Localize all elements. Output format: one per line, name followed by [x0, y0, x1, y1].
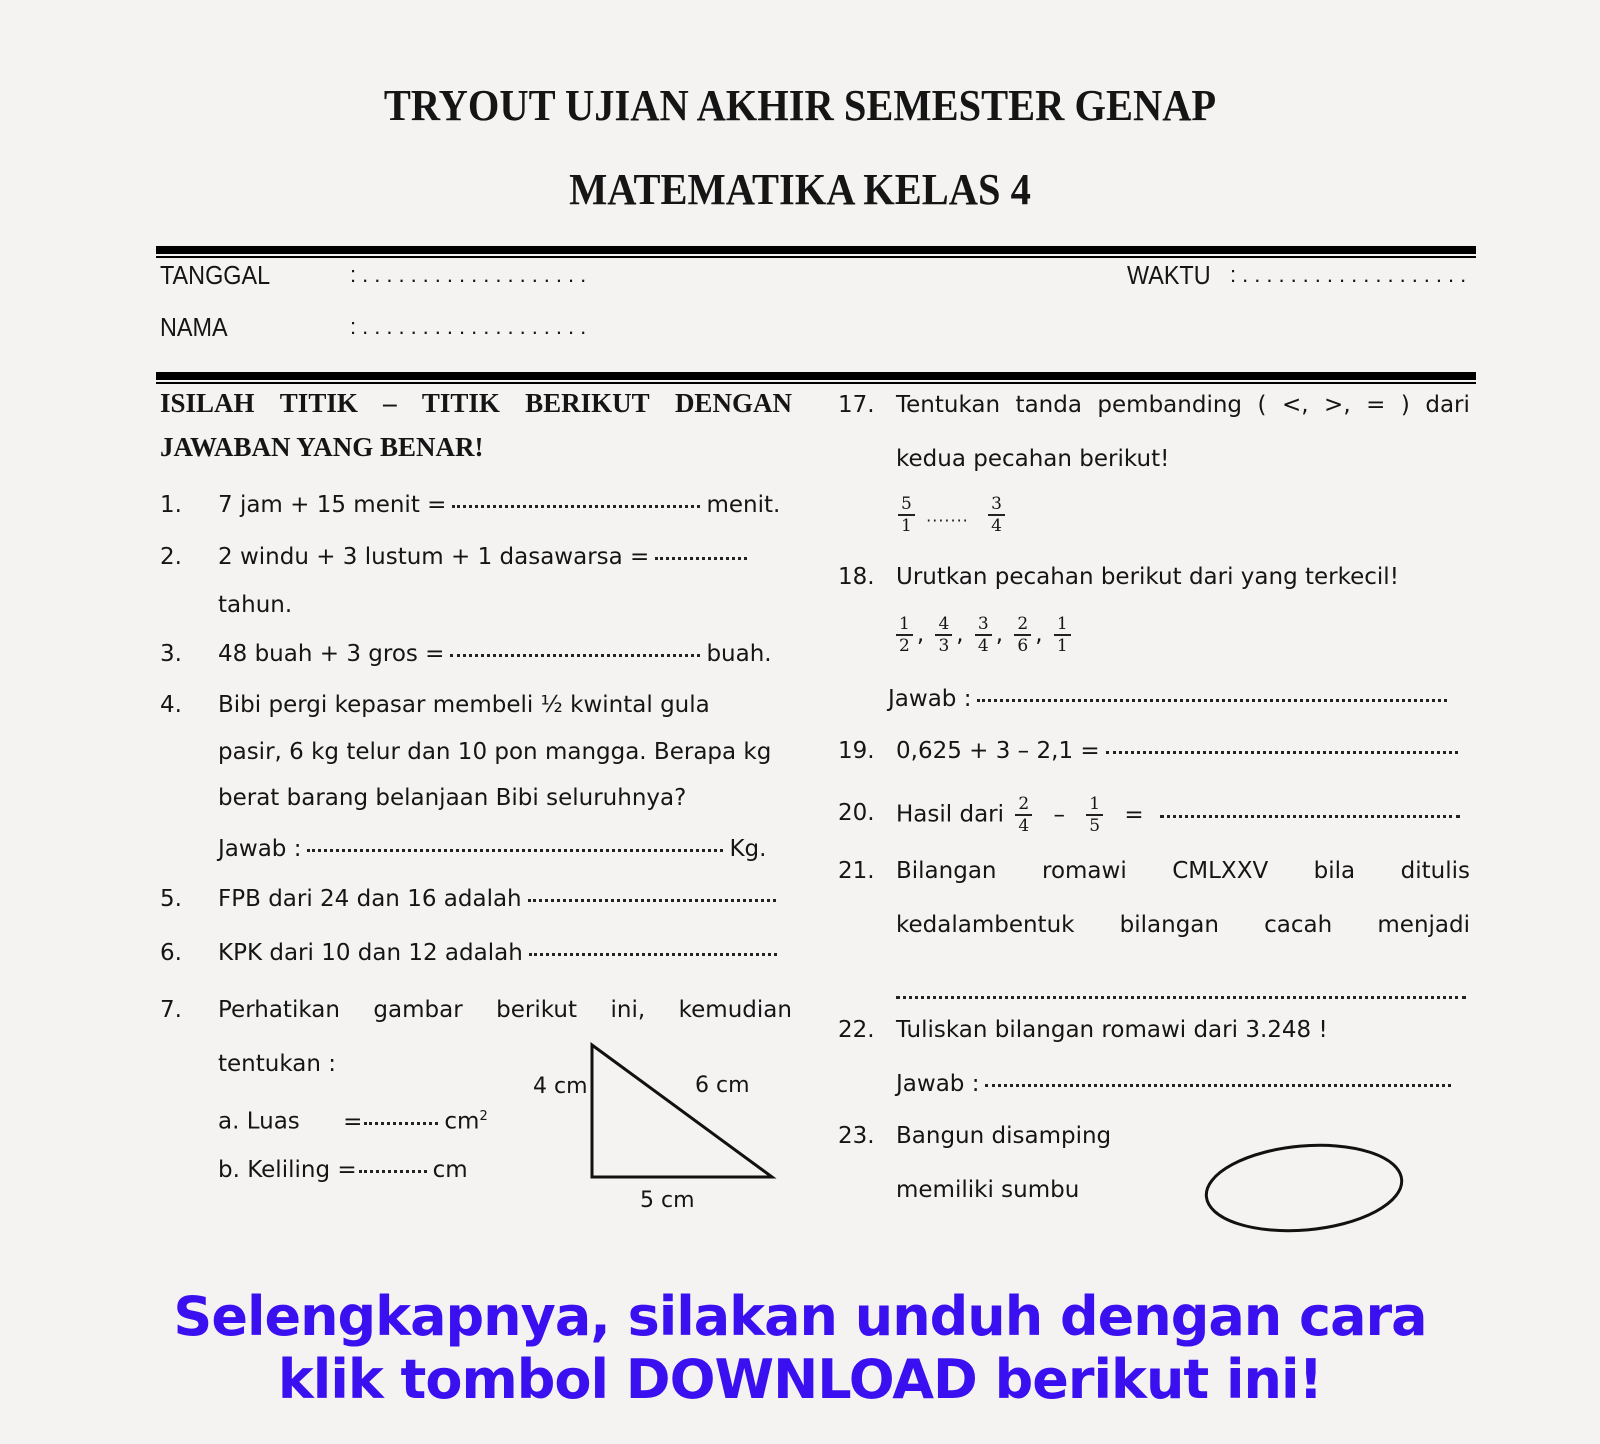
- instruction-line2: JAWABAN YANG BENAR!: [160, 432, 484, 462]
- triangle-base-label: 5 cm: [640, 1188, 695, 1213]
- question-21-line1: Bilangan romawi CMLXXV bila ditulis: [896, 858, 1470, 884]
- tanggal-label: TANGGAL: [160, 260, 271, 290]
- document-subtitle: MATEMATIKA KELAS 4: [569, 165, 1031, 214]
- question-6: KPK dari 10 dan 12 adalah: [218, 938, 783, 968]
- question-7a: a. Luas = $cm^2$: [218, 1108, 488, 1135]
- header-divider-top: [156, 246, 1476, 258]
- q2-answer-blank[interactable]: [655, 557, 747, 560]
- question-4-line3: berat barang belanjaan Bibi seluruhnya?: [218, 785, 687, 811]
- q21-number: 21.: [838, 858, 875, 884]
- q5-number: 5.: [160, 886, 182, 912]
- header-divider-bottom: [156, 372, 1476, 384]
- question-23-line2: memiliki sumbu: [896, 1177, 1080, 1203]
- q20-number: 20.: [838, 800, 875, 826]
- fraction: $\frac{3}{4}$: [975, 614, 992, 656]
- question-2-cont: tahun.: [218, 592, 293, 618]
- waktu-blank[interactable]: :...................: [1230, 262, 1473, 287]
- q23-number: 23.: [838, 1123, 875, 1149]
- q7b-answer-blank[interactable]: [359, 1170, 427, 1173]
- question-4-answer: Jawab : Kg.: [218, 836, 767, 862]
- question-17-line2: kedua pecahan berikut!: [896, 446, 1170, 472]
- question-22-answer: Jawab :: [896, 1069, 1457, 1099]
- q6-answer-blank[interactable]: [529, 953, 777, 956]
- question-2: 2 windu + 3 lustum + 1 dasawarsa =: [218, 542, 753, 572]
- q7a-answer-blank[interactable]: [364, 1122, 438, 1125]
- question-18: Urutkan pecahan berikut dari yang terkecil!: [896, 564, 1399, 590]
- q6-number: 6.: [160, 940, 182, 966]
- q19-answer-blank[interactable]: [1106, 751, 1458, 754]
- question-23-line1: Bangun disamping: [896, 1123, 1112, 1149]
- question-20: Hasil dari $\frac{2}{4}$ – $\frac{1}{5}$ =: [896, 794, 1466, 836]
- fraction: $\frac{5}{1}$: [898, 494, 915, 536]
- triangle-left-side-label: 4 cm: [533, 1074, 588, 1099]
- q18-answer-blank[interactable]: [977, 699, 1447, 702]
- q19-number: 19.: [838, 738, 875, 764]
- tanggal-blank[interactable]: :...................: [350, 262, 593, 287]
- q22-answer-blank[interactable]: [985, 1084, 1451, 1087]
- question-5: FPB dari 24 dan 16 adalah: [218, 884, 782, 914]
- q3-number: 3.: [160, 641, 182, 667]
- question-7b: b. Keliling = cm: [218, 1157, 468, 1183]
- question-1: 7 jam + 15 menit = menit.: [218, 492, 781, 518]
- download-promo-line2[interactable]: klik tombol DOWNLOAD berikut ini!: [277, 1348, 1323, 1411]
- question-18-answer: Jawab :: [888, 684, 1453, 714]
- download-promo-line1: Selengkapnya, silakan unduh dengan cara: [173, 1285, 1427, 1348]
- question-18-fractions: $\frac{1}{2}$ , $\frac{4}{3}$ , $\frac{3}{4}$ , $\frac{2}{6}$ , $\frac{1}{1}$: [892, 614, 1075, 656]
- question-17-fractions: [894, 494, 1009, 536]
- q3-answer-blank[interactable]: [450, 654, 700, 657]
- fraction: $\frac{2}{6}$: [1014, 614, 1031, 656]
- nama-label: NAMA: [160, 312, 228, 342]
- q4-answer-blank[interactable]: [307, 849, 723, 852]
- fraction: $\frac{1}{5}$: [1086, 794, 1103, 836]
- q7-number: 7.: [160, 997, 182, 1023]
- q22-number: 22.: [838, 1017, 875, 1043]
- q20-answer-blank[interactable]: [1160, 815, 1460, 818]
- fraction: $\frac{4}{3}$: [935, 614, 952, 656]
- question-22: Tuliskan bilangan romawi dari 3.248 !: [896, 1017, 1328, 1043]
- q4-number: 4.: [160, 692, 182, 718]
- document-title: TRYOUT UJIAN AKHIR SEMESTER GENAP: [383, 81, 1217, 130]
- fraction: $\frac{1}{1}$: [1054, 614, 1071, 656]
- q18-number: 18.: [838, 564, 875, 590]
- question-7-line2: tentukan :: [218, 1051, 336, 1077]
- q1-number: 1.: [160, 492, 182, 518]
- question-3: 48 buah + 3 gros = buah.: [218, 641, 772, 667]
- right-triangle-figure: [580, 1035, 780, 1185]
- question-17-line1: Tentukan tanda pembanding ( <, >, = ) dari: [896, 392, 1470, 418]
- waktu-label: WAKTU: [1127, 260, 1211, 290]
- nama-blank[interactable]: :...................: [350, 314, 593, 339]
- q1-answer-blank[interactable]: [452, 505, 700, 508]
- question-19: 0,625 + 3 – 2,1 =: [896, 736, 1464, 766]
- q5-answer-blank[interactable]: [528, 899, 776, 902]
- ellipse-figure: [1200, 1138, 1410, 1238]
- question-4-line2: pasir, 6 kg telur dan 10 pon mangga. Berapa kg: [218, 739, 772, 765]
- question-7-line1: Perhatikan gambar berikut ini, kemudian: [218, 997, 792, 1023]
- q17-number: 17.: [838, 392, 875, 418]
- q17-answer-blank[interactable]: .......: [926, 506, 969, 526]
- question-21-line2: kedalambentuk bilangan cacah menjadi: [896, 912, 1470, 938]
- q2-number: 2.: [160, 544, 182, 570]
- fraction: $\frac{2}{4}$: [1015, 794, 1032, 836]
- question-4-line1: Bibi pergi kepasar membeli ½ kwintal gula: [218, 692, 710, 718]
- fraction: $\frac{3}{4}$: [988, 494, 1005, 536]
- instruction-line1: ISILAH TITIK – TITIK BERIKUT DENGAN: [160, 388, 792, 418]
- fraction: $\frac{1}{2}$: [896, 614, 913, 656]
- triangle-hypotenuse-label: 6 cm: [695, 1073, 750, 1098]
- q21-answer-blank[interactable]: [896, 996, 1466, 999]
